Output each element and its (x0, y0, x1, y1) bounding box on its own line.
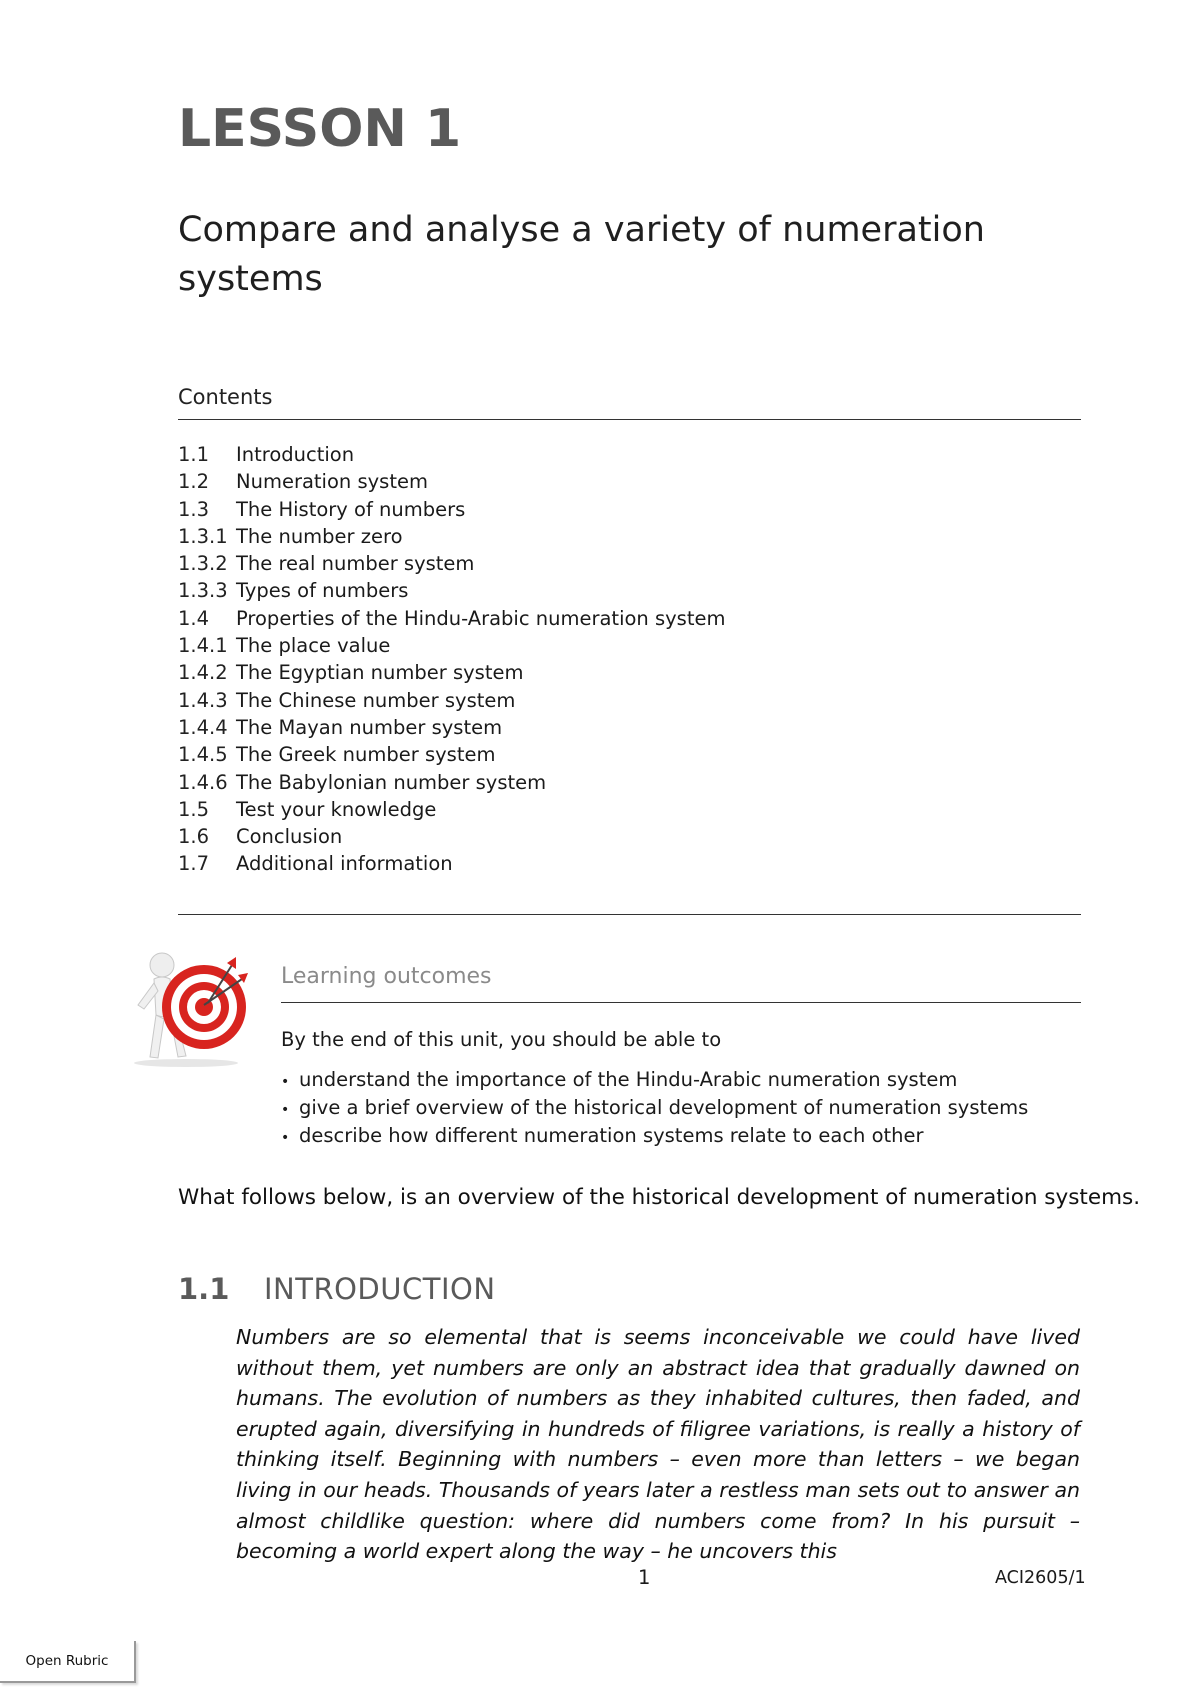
toc-item[interactable] (178, 714, 725, 741)
introduction-paragraph: Numbers are so elemental that is seems inconceivable we could have lived without them, yet numbers are only an abstract idea that gradually dawned on humans. The evolution of numbers as they inhabited cultures, then faded, and erupted again, diversifying in hundreds of filigree variations, is really a history of thinking itself. Beginning with numbers – even more than letters – we began living in our heads. Thousands of years later a restless man sets out to answer an almost childlike question: where did numbers come from? In his pursuit – becoming a world expert along the way – he uncovers this (236, 1325, 1080, 1564)
bullet-icon: • (281, 1074, 290, 1090)
toc-item-title: The real number system (236, 552, 475, 576)
outcome-text: describe how different numeration systems relate to each other (299, 1124, 924, 1147)
toc-item-number: 1.4.6 (178, 770, 228, 794)
toc-item[interactable] (178, 632, 725, 659)
toc-item[interactable] (178, 796, 725, 823)
toc-item-number: 1.3.2 (178, 552, 228, 576)
toc-item[interactable] (178, 605, 725, 632)
toc-item-title: Types of numbers (236, 579, 409, 603)
toc-item-title: Properties of the Hindu-Arabic numeration system (236, 606, 726, 630)
learning-outcomes-intro: By the end of this unit, you should be able to (281, 1028, 722, 1051)
toc-item[interactable] (178, 441, 725, 468)
learning-outcomes-list (281, 1066, 1028, 1150)
learning-outcomes-heading: Learning outcomes (281, 964, 492, 989)
toc-item-title: The Mayan number system (236, 715, 503, 739)
contents-bottom-rule (178, 914, 1081, 915)
page-number: 1 (638, 1566, 651, 1589)
toc-item-number: 1.4.5 (178, 743, 228, 767)
section-number: 1.1 (178, 1272, 230, 1306)
toc-item-title: The Greek number system (236, 743, 496, 767)
contents-heading: Contents (178, 385, 273, 409)
toc-item-title: The Babylonian number system (236, 770, 547, 794)
toc-item[interactable] (178, 850, 725, 877)
bullet-icon: • (281, 1130, 290, 1146)
toc-item-number: 1.6 (178, 825, 210, 849)
open-rubric-badge[interactable]: Open Rubric (0, 1641, 136, 1683)
toc-item-number: 1.4.4 (178, 715, 228, 739)
contents-top-rule (178, 419, 1081, 420)
overview-sentence: What follows below, is an overview of the historical development of numeration systems. (178, 1185, 1141, 1210)
learning-outcomes-rule (281, 1002, 1081, 1003)
table-of-contents (178, 441, 725, 878)
toc-item-number: 1.1 (178, 443, 210, 466)
toc-item-number: 1.3.3 (178, 579, 228, 603)
section-title: INTRODUCTION (264, 1272, 496, 1306)
toc-item[interactable] (178, 687, 725, 714)
toc-item[interactable] (178, 659, 725, 686)
toc-item-title: The Egyptian number system (236, 661, 524, 685)
toc-item-title: The History of numbers (236, 497, 466, 521)
toc-item-title: Test your knowledge (236, 797, 437, 821)
toc-item-number: 1.4 (178, 606, 210, 630)
outcome-text: understand the importance of the Hindu-Arabic numeration system (299, 1068, 958, 1091)
toc-item-number: 1.3 (178, 497, 210, 521)
document-code: ACI2605/1 (995, 1568, 1086, 1588)
toc-item-number: 1.4.1 (178, 634, 228, 658)
toc-item-title: The number zero (236, 524, 403, 548)
toc-item[interactable] (178, 523, 725, 550)
toc-item-title: Conclusion (236, 825, 343, 849)
toc-item-number: 1.5 (178, 797, 210, 821)
toc-item-title: The Chinese number system (236, 688, 516, 712)
toc-item[interactable] (178, 769, 725, 796)
toc-item-title: Introduction (236, 443, 355, 466)
lesson-title: LESSON 1 (178, 99, 462, 159)
toc-item-number: 1.2 (178, 470, 210, 494)
target-icon (126, 945, 266, 1067)
list-item (281, 1066, 1028, 1094)
lesson-subtitle: Compare and analyse a variety of numeration systems (178, 210, 985, 299)
toc-item[interactable] (178, 468, 725, 495)
toc-item[interactable] (178, 741, 725, 768)
toc-item-number: 1.7 (178, 852, 210, 876)
toc-item-number: 1.4.2 (178, 661, 228, 685)
list-item (281, 1094, 1028, 1122)
toc-item-title: Numeration system (236, 470, 428, 494)
toc-item-number: 1.4.3 (178, 688, 228, 712)
toc-item[interactable] (178, 496, 725, 523)
toc-item-title: The place value (236, 634, 391, 658)
toc-item[interactable] (178, 823, 725, 850)
toc-item-number: 1.3.1 (178, 524, 228, 548)
toc-item[interactable] (178, 550, 725, 577)
toc-item[interactable] (178, 577, 725, 604)
bullet-icon: • (281, 1102, 290, 1118)
outcome-text: give a brief overview of the historical development of numeration systems (299, 1096, 1029, 1119)
toc-item-title: Additional information (236, 852, 453, 876)
list-item (281, 1122, 1028, 1150)
